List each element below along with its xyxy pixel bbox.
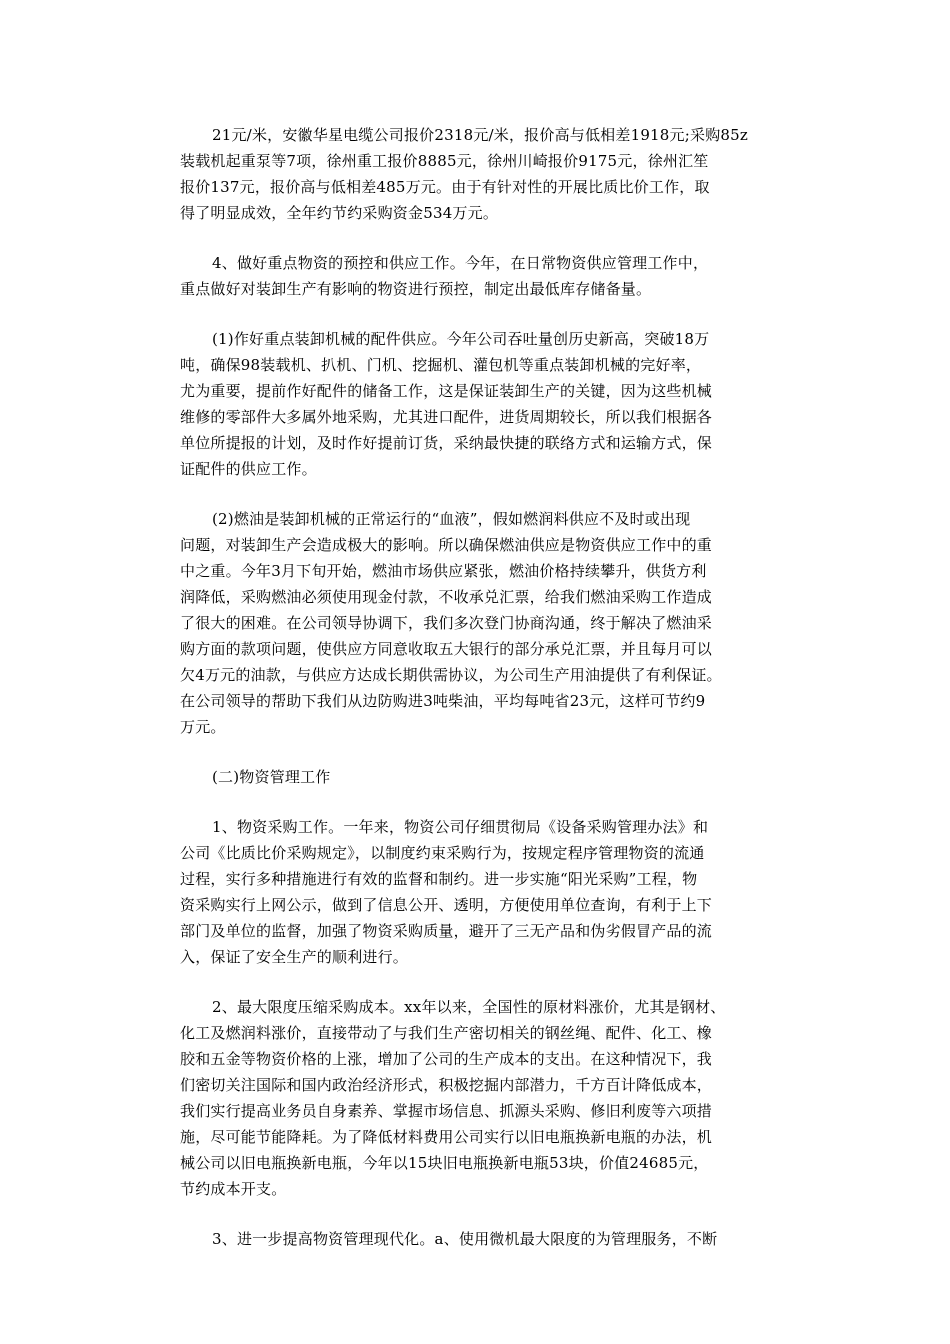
text-line: 得了明显成效，全年约节约采购资金534万元。 bbox=[180, 204, 499, 222]
paragraph-cable-quote-continued bbox=[180, 122, 773, 226]
paragraph-item-4-key-materials bbox=[180, 250, 773, 302]
text-line: 入，保证了安全生产的顺利进行。 bbox=[180, 948, 409, 966]
text-line: 节约成本开支。 bbox=[180, 1180, 287, 1198]
text-line: 们密切关注国际和国内政治经济形式，积极挖掘内部潜力，千方百计降低成本， bbox=[180, 1076, 713, 1094]
text-line: 单位所提报的计划，及时作好提前订货，采纳最快捷的联络方式和运输方式，保 bbox=[180, 434, 713, 452]
text-line: 维修的零部件大多属外地采购，尤其进口配件，进货周期较长，所以我们根据各 bbox=[180, 408, 713, 426]
text-line: 资采购实行上网公示，做到了信息公开、透明，方便使用单位查询，有利于上下 bbox=[180, 896, 713, 914]
text-line: 购方面的款项问题，使供应方同意收取五大银行的部分承兑汇票，并且每月可以 bbox=[180, 640, 713, 658]
text-line: (二)物资管理工作 bbox=[212, 768, 331, 786]
paragraph-sub-2-fuel-supply bbox=[180, 506, 773, 740]
text-line: 重点做好对装卸生产有影响的物资进行预控，制定出最低库存储备量。 bbox=[180, 280, 652, 298]
text-line: 4、做好重点物资的预控和供应工作。今年，在日常物资供应管理工作中， bbox=[212, 254, 709, 272]
text-line: 润降低，采购燃油必须使用现金付款，不收承兑汇票，给我们燃油采购工作造成 bbox=[180, 588, 713, 606]
text-line: 化工及燃润料涨价，直接带动了与我们生产密切相关的钢丝绳、配件、化工、橡 bbox=[180, 1024, 713, 1042]
text-line: 过程，实行多种措施进行有效的监督和制约。进一步实施“阳光采购”工程，物 bbox=[180, 870, 698, 888]
paragraph-item-1-procurement bbox=[180, 814, 773, 970]
text-line: 部门及单位的监督，加强了物资采购质量，避开了三无产品和伪劣假冒产品的流 bbox=[180, 922, 713, 940]
text-line: 施，尽可能节能降耗。为了降低材料费用公司实行以旧电瓶换新电瓶的办法，机 bbox=[180, 1128, 713, 1146]
paragraph-item-2-cost-reduction bbox=[180, 994, 773, 1202]
text-line: 中之重。今年3月下旬开始，燃油市场供应紧张，燃油价格持续攀升，供货方利 bbox=[180, 562, 707, 580]
text-line: 械公司以旧电瓶换新电瓶，今年以15块旧电瓶换新电瓶53块，价值24685元， bbox=[180, 1154, 709, 1172]
text-line: 了很大的困难。在公司领导协调下，我们多次登门协商沟通，终于解决了燃油采 bbox=[180, 614, 713, 632]
text-line: (1)作好重点装卸机械的配件供应。今年公司吞吐量创历史新高，突破18万 bbox=[212, 330, 710, 348]
text-line: 我们实行提高业务员自身素养、掌握市场信息、抓源头采购、修旧利废等六项措 bbox=[180, 1102, 713, 1120]
paragraph-item-3-modernization bbox=[180, 1226, 773, 1252]
text-line: 证配件的供应工作。 bbox=[180, 460, 317, 478]
text-line: 装载机起重泵等7项，徐州重工报价8885元，徐州川崎报价9175元，徐州汇笙 bbox=[180, 152, 709, 170]
text-line: 欠4万元的油款，与供应方达成长期供需协议，为公司生产用油提供了有利保证。 bbox=[180, 666, 722, 684]
text-line: 胶和五金等物资价格的上涨，增加了公司的生产成本的支出。在这种情况下，我 bbox=[180, 1050, 713, 1068]
text-line: 报价137元，报价高与低相差485万元。由于有针对性的开展比质比价工作，取 bbox=[180, 178, 710, 196]
text-line: 吨，确保98装载机、扒机、门机、挖掘机、灌包机等重点装卸机械的完好率， bbox=[180, 356, 702, 374]
text-line: (2)燃油是装卸机械的正常运行的“血液”，假如燃润料供应不及时或出现 bbox=[212, 510, 691, 528]
text-line: 1、物资采购工作。一年来，物资公司仔细贯彻局《设备采购管理办法》和 bbox=[212, 818, 709, 836]
paragraph-sub-1-parts-supply bbox=[180, 326, 773, 482]
text-line: 万元。 bbox=[180, 718, 226, 736]
text-line: 在公司领导的帮助下我们从边防购进3吨柴油，平均每吨省23元，这样可节约9 bbox=[180, 692, 706, 710]
document-body bbox=[180, 122, 773, 1252]
text-line: 21元/米，安徽华星电缆公司报价2318元/米，报价高与低相差1918元;采购85z bbox=[212, 126, 748, 144]
paragraph-section-2-heading bbox=[180, 764, 773, 790]
text-line: 3、进一步提高物资管理现代化。a、使用微机最大限度的为管理服务，不断 bbox=[212, 1230, 718, 1248]
text-line: 尤为重要，提前作好配件的储备工作，这是保证装卸生产的关键，因为这些机械 bbox=[180, 382, 713, 400]
text-line: 公司《比质比价采购规定》，以制度约束采购行为，按规定程序管理物资的流通 bbox=[180, 844, 705, 862]
text-line: 2、最大限度压缩采购成本。xx年以来，全国性的原材料涨价，尤其是钢材、 bbox=[212, 998, 726, 1016]
text-line: 问题，对装卸生产会造成极大的影响。所以确保燃油供应是物资供应工作中的重 bbox=[180, 536, 713, 554]
